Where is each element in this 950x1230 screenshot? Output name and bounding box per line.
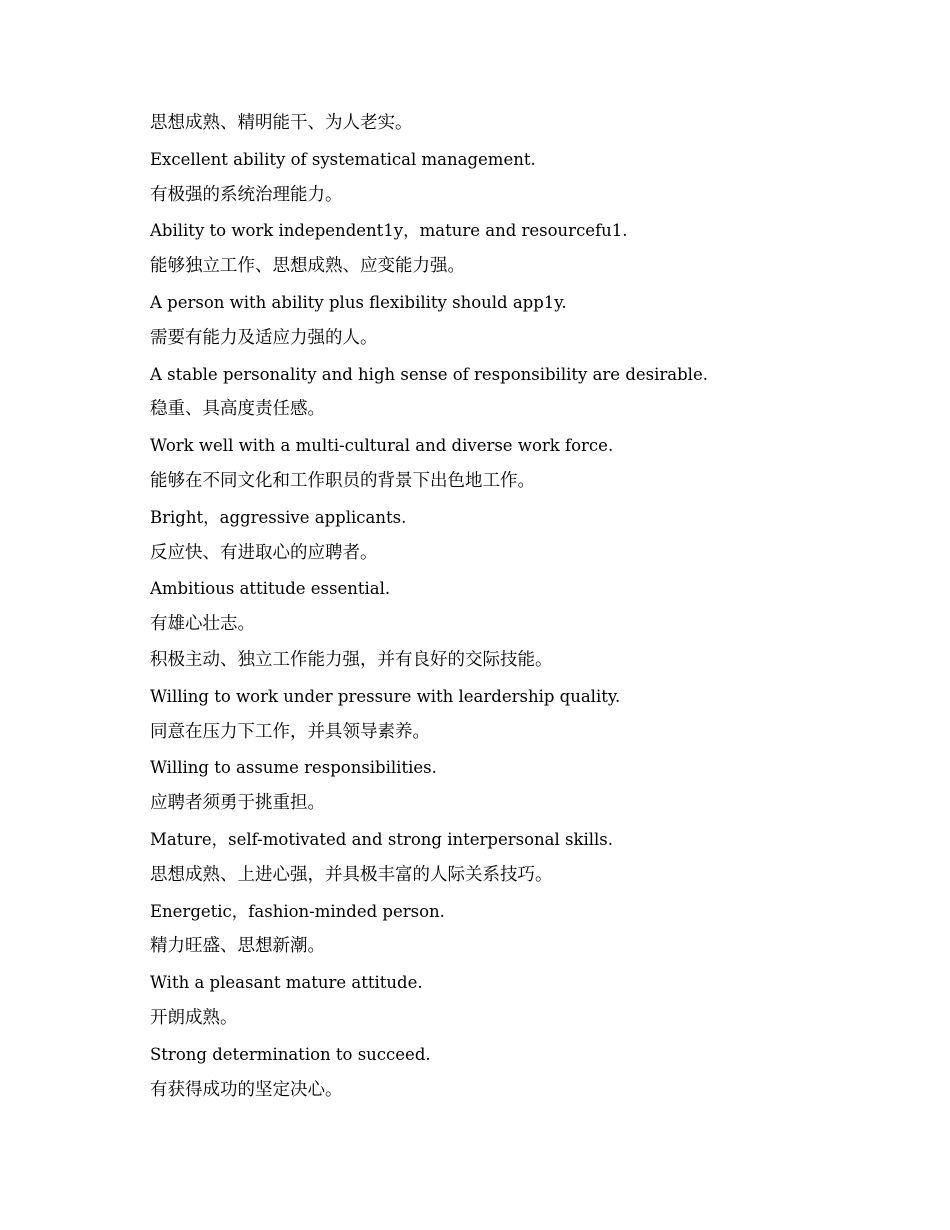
- text-line-22: 思想成熟、上进心强，并具极丰富的人际关系技巧。: [150, 864, 553, 885]
- text-line-7: 需要有能力及适应力强的人。: [150, 327, 378, 348]
- text-line-4: Ability to work independent1y，mature and resourcefu1.: [150, 221, 628, 241]
- text-line-12: Bright，aggressive applicants.: [150, 507, 407, 527]
- text-line-2: Excellent ability of systematical management.: [150, 149, 536, 169]
- text-line-23: Energetic，fashion-minded person.: [150, 901, 445, 921]
- text-line-26: 开朗成熟。: [150, 1007, 238, 1028]
- text-line-28: 有获得成功的坚定决心。: [150, 1079, 343, 1100]
- text-line-9: 稳重、具高度责任感。: [150, 399, 325, 420]
- text-line-5: 能够独立工作、思想成熟、应变能力强。: [150, 256, 465, 277]
- text-line-20: 应聘者须勇于挑重担。: [150, 793, 325, 814]
- text-line-27: Strong determination to succeed.: [150, 1044, 431, 1064]
- text-line-3: 有极强的系统治理能力。: [150, 184, 343, 205]
- text-line-21: Mature，self-motivated and strong interpersonal skills.: [150, 829, 614, 849]
- text-line-25: With a pleasant mature attitude.: [150, 973, 423, 993]
- text-line-13: 反应快、有进取心的应聘者。: [150, 542, 378, 563]
- text-line-1: 思想成熟、精明能干、为人老实。: [150, 113, 413, 133]
- text-line-18: 同意在压力下工作，并具领导素养。: [150, 721, 430, 742]
- text-line-11: 能够在不同文化和工作职员的背景下出色地工作。: [150, 470, 535, 491]
- text-line-19: Willing to assume responsibilities.: [150, 758, 437, 778]
- text-line-6: A person with ability plus flexibility should app1y.: [150, 292, 567, 312]
- text-line-15: 有雄心壮志。: [150, 614, 255, 635]
- text-line-16: 积极主动、独立工作能力强，并有良好的交际技能。: [150, 649, 553, 670]
- text-line-17: Willing to work under pressure with leardership quality.: [150, 686, 621, 706]
- text-line-8: A stable personality and high sense of responsibility are desirable.: [150, 364, 708, 384]
- document-body: [150, 106, 870, 1108]
- text-line-14: Ambitious attitude essential.: [150, 579, 391, 599]
- text-line-10: Work well with a multi-cultural and diverse work force.: [150, 436, 614, 456]
- text-line-24: 精力旺盛、思想新潮。: [150, 936, 325, 957]
